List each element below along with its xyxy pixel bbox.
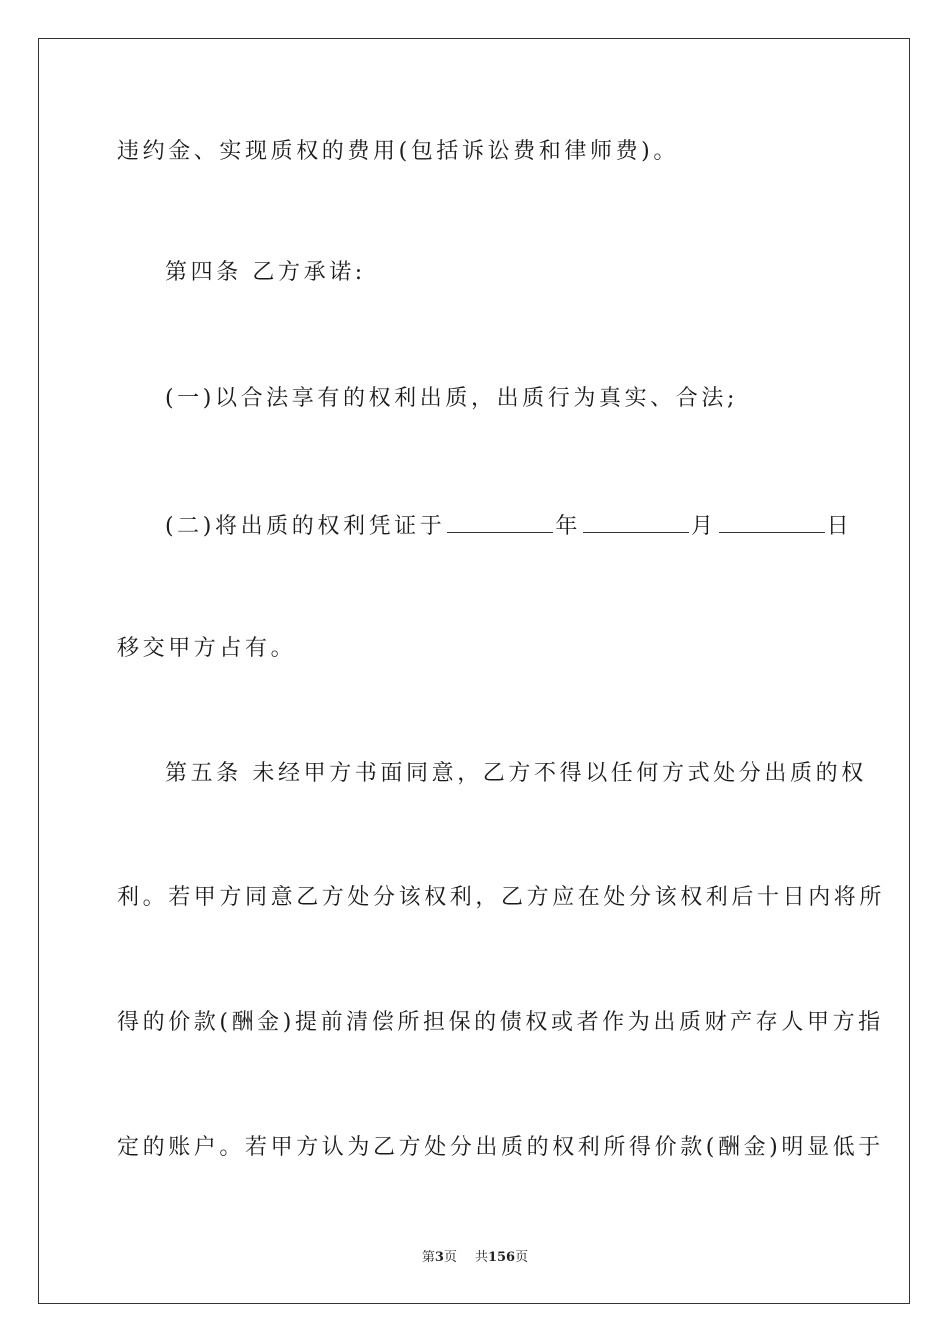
day-blank: [719, 510, 825, 533]
page-border: [38, 38, 910, 1304]
year-blank: [447, 510, 553, 533]
article-4-heading: 第四条 乙方承诺:: [165, 260, 366, 285]
total-suffix: 页: [515, 1250, 529, 1265]
article-4-item-1: (一)以合法享有的权利出质，出质行为真实、合法;: [165, 386, 738, 411]
page-prefix: 第: [421, 1250, 435, 1265]
total-pages-number: 156: [487, 1250, 516, 1265]
total-prefix: 共: [474, 1250, 488, 1265]
paragraph-line-1: 违约金、实现质权的费用(包括诉讼费和律师费)。: [117, 139, 679, 164]
article-5-line-3: 得的价款(酬金)提前清偿所担保的债权或者作为出质财产存人甲方指: [117, 1010, 884, 1035]
day-label: 日: [826, 514, 853, 539]
article-4-item-2: [165, 510, 852, 542]
article-4-item-2-text: (二)将出质的权利凭证于: [165, 514, 446, 539]
year-label: 年: [555, 514, 581, 539]
page-suffix: 页: [443, 1250, 457, 1265]
current-page-number: 3: [434, 1250, 444, 1265]
article-5-line-2: 利。若甲方同意乙方处分该权利，乙方应在处分该权利后十日内将所: [117, 885, 886, 910]
article-5-line-1: 第五条 未经甲方书面同意，乙方不得以任何方式处分出质的权: [165, 761, 867, 786]
page-footer: [0, 1246, 950, 1265]
article-5-line-4: 定的账户。若甲方认为乙方处分出质的权利所得价款(酬金)明显低于: [117, 1135, 884, 1160]
month-label: 月: [690, 514, 717, 539]
month-blank: [583, 510, 689, 533]
article-4-item-2-continued: 移交甲方占有。: [117, 636, 297, 661]
